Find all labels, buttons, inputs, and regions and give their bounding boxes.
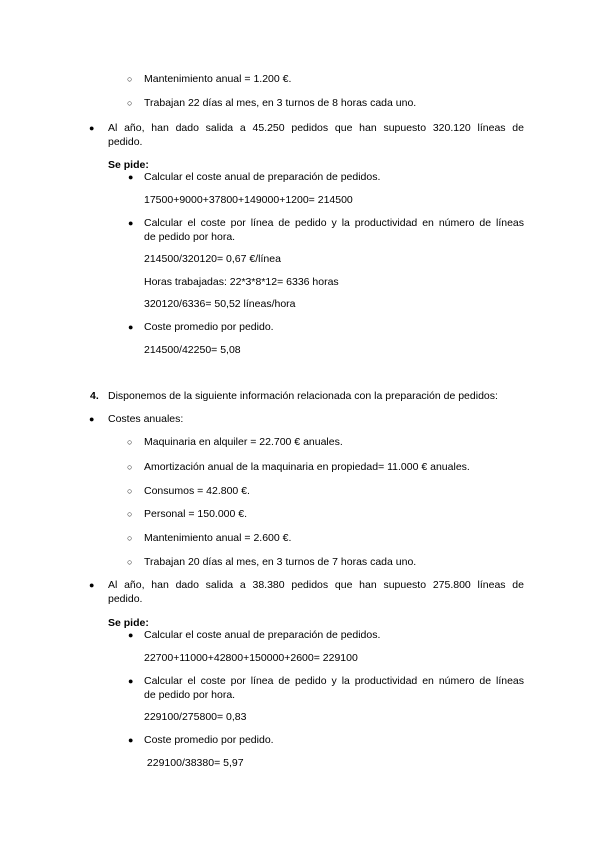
answer-annual-cost: 17500+9000+37800+149000+1200= 214500 [144, 194, 353, 206]
answer-lines-per-hour: 320120/6336= 50,52 líneas/hora [144, 298, 296, 310]
task-annual-cost: Calcular el coste anual de preparación de pedidos. [144, 629, 381, 641]
bullet-dot-icon: ● [128, 218, 134, 228]
task-avg-cost-per-order: Coste promedio por pedido. [144, 321, 274, 333]
task-cost-per-line-2: de pedido por hora. [144, 231, 236, 243]
section-number: 4. [90, 390, 99, 402]
bullet-dot-icon: ● [128, 676, 134, 686]
sub-bullet-maintenance: Mantenimiento anual = 1.200 €. [144, 73, 292, 85]
circle-bullet-icon: ○ [127, 437, 133, 447]
bullet-dot-icon: ● [89, 414, 95, 424]
circle-bullet-icon: ○ [127, 98, 133, 108]
sub-bullet-amortization: Amortización anual de la maquinaria en propiedad= 11.000 € anuales. [144, 461, 470, 473]
orders-line-2: pedido. [108, 593, 143, 605]
circle-bullet-icon: ○ [127, 533, 133, 543]
answer-cost-per-line: 229100/275800= 0,83 [144, 711, 247, 723]
section-intro: Disponemos de la siguiente información relacionada con la preparación de pedidos: [108, 390, 498, 402]
bullet-dot-icon: ● [128, 172, 134, 182]
costs-label: Costes anuales: [108, 413, 184, 425]
answer-avg-cost-per-order: 229100/38380= 5,97 [144, 757, 244, 769]
task-annual-cost: Calcular el coste anual de preparación de pedidos. [144, 171, 381, 183]
orders-line-1: Al año, han dado salida a 45.250 pedidos que han supuesto 320.120 líneas de [108, 122, 524, 134]
bullet-dot-icon: ● [128, 630, 134, 640]
answer-avg-cost-per-order: 214500/42250= 5,08 [144, 344, 241, 356]
orders-line-2: pedido. [108, 136, 143, 148]
task-cost-per-line-2: de pedido por hora. [144, 689, 236, 701]
se-pide-heading: Se pide: [108, 617, 149, 629]
circle-bullet-icon: ○ [127, 462, 133, 472]
sub-bullet-work-schedule: Trabajan 22 días al mes, en 3 turnos de 8 horas cada uno. [144, 97, 417, 109]
sub-bullet-rental: Maquinaria en alquiler = 22.700 € anuales. [144, 436, 343, 448]
bullet-dot-icon: ● [89, 123, 95, 133]
circle-bullet-icon: ○ [127, 557, 133, 567]
circle-bullet-icon: ○ [127, 74, 133, 84]
sub-bullet-consumption: Consumos = 42.800 €. [144, 485, 250, 497]
sub-bullet-staff: Personal = 150.000 €. [144, 508, 248, 520]
bullet-dot-icon: ● [128, 735, 134, 745]
bullet-dot-icon: ● [128, 322, 134, 332]
task-cost-per-line-1: Calcular el coste por línea de pedido y la productividad en número de líneas [144, 217, 524, 229]
task-cost-per-line-1: Calcular el coste por línea de pedido y la productividad en número de líneas [144, 675, 524, 687]
circle-bullet-icon: ○ [127, 486, 133, 496]
circle-bullet-icon: ○ [127, 509, 133, 519]
se-pide-heading: Se pide: [108, 159, 149, 171]
bullet-dot-icon: ● [89, 580, 95, 590]
sub-bullet-work-schedule: Trabajan 20 días al mes, en 3 turnos de 7 horas cada uno. [144, 556, 417, 568]
answer-annual-cost: 22700+11000+42800+150000+2600= 229100 [144, 652, 358, 664]
answer-hours-worked: Horas trabajadas: 22*3*8*12= 6336 horas [144, 276, 339, 288]
task-avg-cost-per-order: Coste promedio por pedido. [144, 734, 274, 746]
answer-cost-per-line: 214500/320120= 0,67 €/línea [144, 253, 281, 265]
orders-line-1: Al año, han dado salida a 38.380 pedidos que han supuesto 275.800 líneas de [108, 579, 524, 591]
sub-bullet-maintenance: Mantenimiento anual = 2.600 €. [144, 532, 292, 544]
